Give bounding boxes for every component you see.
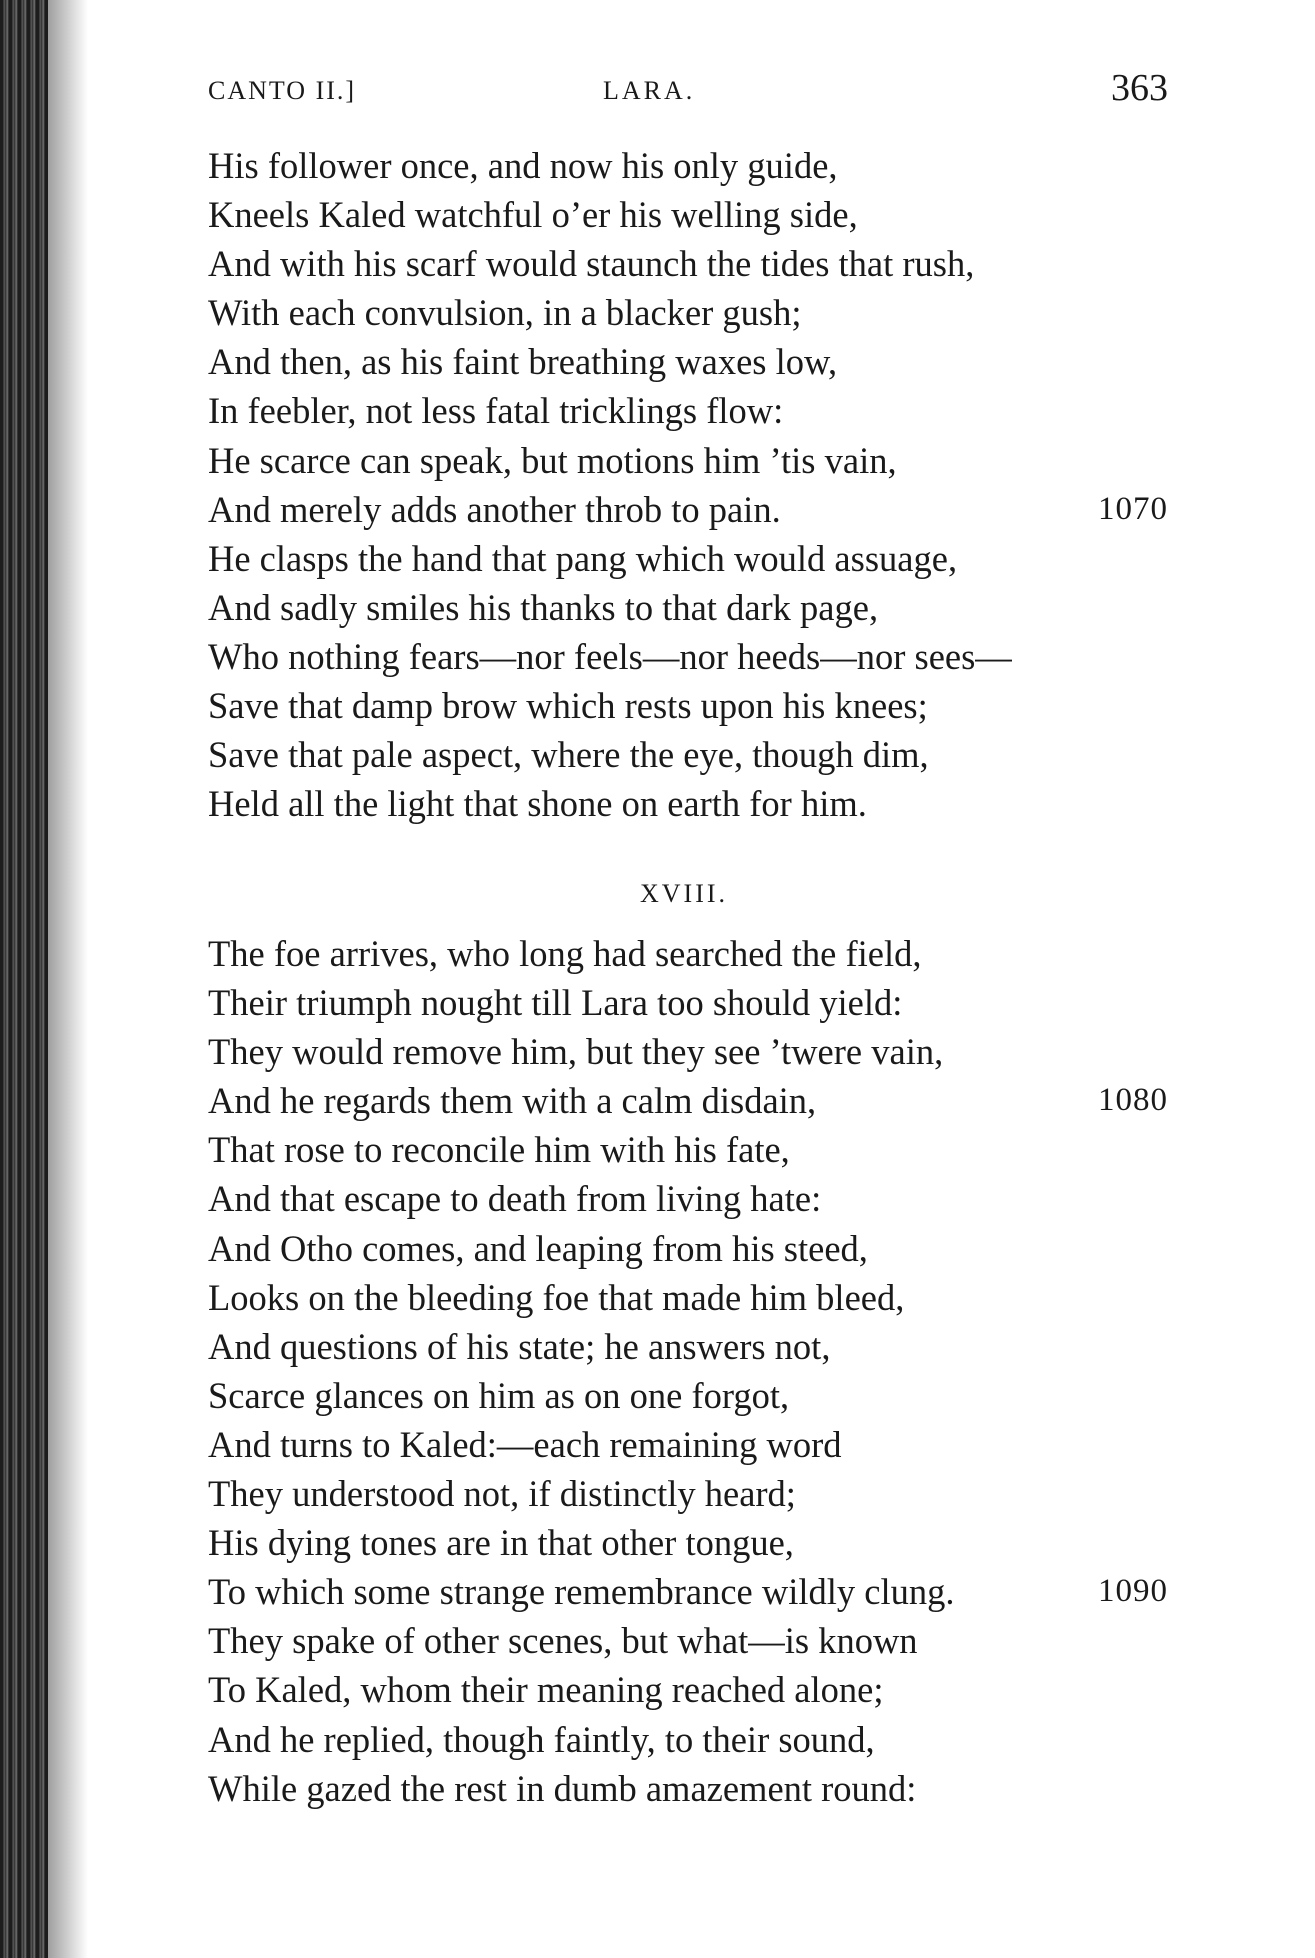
verse-line	[208, 337, 1168, 386]
running-head-title: LARA.	[603, 76, 696, 105]
verse-line	[208, 1174, 1168, 1223]
verse-line	[208, 1027, 1168, 1076]
verse-text: He scarce can speak, but motions him ’tis vain,	[208, 439, 897, 481]
verse-line	[208, 1322, 1168, 1371]
verse-text: Their triumph nought till Lara too should yield:	[208, 982, 903, 1024]
verse-text: While gazed the rest in dumb amazement round:	[208, 1767, 917, 1809]
verse-text: With each convulsion, in a blacker gush;	[208, 292, 802, 334]
verse-text: Save that damp brow which rests upon his knees;	[208, 685, 928, 727]
stanza-2	[208, 929, 1168, 1813]
verse-line	[208, 141, 1168, 190]
verse-text: In feebler, not less fatal tricklings flow:	[208, 390, 784, 432]
verse-text: The foe arrives, who long had searched the field,	[208, 933, 922, 974]
verse-line	[208, 1125, 1168, 1174]
verse-text: And merely adds another throb to pain.	[208, 488, 781, 530]
verse-text: That rose to reconcile him with his fate,	[208, 1129, 790, 1171]
verse-text: And with his scarf would staunch the tides that rush,	[208, 243, 975, 285]
verse-line	[208, 1371, 1168, 1420]
verse-line	[208, 1518, 1168, 1567]
verse-text: And questions of his state; he answers not,	[208, 1325, 831, 1367]
section-heading: XVIII.	[640, 879, 729, 908]
verse-text: Held all the light that shone on earth for him.	[208, 783, 867, 825]
verse-line	[208, 190, 1168, 239]
verse-line	[208, 288, 1168, 337]
verse-text: His follower once, and now his only guide,	[208, 145, 838, 186]
verse-text: Looks on the bleeding foe that made him bleed,	[208, 1276, 905, 1318]
verse-line	[208, 534, 1168, 583]
gutter-shade	[48, 0, 88, 1958]
verse-text: To which some strange remembrance wildly clung.	[208, 1571, 955, 1613]
verse-line	[208, 632, 1168, 681]
stanza-1	[208, 141, 1168, 828]
page-number: 363	[1111, 67, 1168, 109]
verse-line	[208, 1665, 1168, 1714]
verse-text: Kneels Kaled watchful o’er his welling side,	[208, 194, 858, 236]
verse-text: Scarce glances on him as on one forgot,	[208, 1374, 790, 1416]
verse-text: And he replied, though faintly, to their sound,	[208, 1718, 875, 1760]
line-number: 1090	[1098, 1573, 1168, 1610]
verse-text: Who nothing fears—nor feels—nor heeds—nor sees—	[208, 635, 1012, 677]
verse-text: Save that pale aspect, where the eye, though dim,	[208, 734, 929, 776]
verse-line	[208, 978, 1168, 1027]
verse-text: His dying tones are in that other tongue,	[208, 1522, 794, 1564]
verse-line	[208, 386, 1168, 435]
verse-text: And sadly smiles his thanks to that dark page,	[208, 586, 879, 628]
verse-line	[208, 730, 1168, 779]
running-head-canto: CANTO II.]	[208, 76, 357, 105]
verse-text: And turns to Kaled:—each remaining word	[208, 1423, 842, 1465]
verse-text: They spake of other scenes, but what—is known	[208, 1620, 918, 1662]
verse-line	[208, 1273, 1168, 1322]
verse-text: He clasps the hand that pang which would assuage,	[208, 537, 958, 579]
verse-line	[208, 239, 1168, 288]
verse-text: And then, as his faint breathing waxes low,	[208, 341, 838, 383]
verse-text: And that escape to death from living hate:	[208, 1178, 822, 1220]
verse-text: They understood not, if distinctly heard;	[208, 1473, 796, 1515]
verse-line	[208, 929, 1168, 978]
verse-line	[208, 1567, 1168, 1616]
verse-line	[208, 1715, 1168, 1764]
verse-line	[208, 1469, 1168, 1518]
verse-line	[208, 1420, 1168, 1469]
verse-line	[208, 485, 1168, 534]
verse-line	[208, 681, 1168, 730]
verse-text: And he regards them with a calm disdain,	[208, 1080, 817, 1122]
verse-line	[208, 779, 1168, 828]
line-number: 1080	[1098, 1082, 1168, 1119]
line-number: 1070	[1098, 490, 1168, 527]
verse-line	[208, 1076, 1168, 1125]
verse-text: They would remove him, but they see ’twere vain,	[208, 1031, 944, 1073]
page-header	[208, 62, 1168, 122]
verse-line	[208, 1616, 1168, 1665]
verse-line	[208, 1224, 1168, 1273]
verse-text: And Otho comes, and leaping from his steed,	[208, 1227, 868, 1269]
verse-line	[208, 583, 1168, 632]
verse-line	[208, 1764, 1168, 1813]
book-binding-shadow	[0, 0, 48, 1958]
verse-line	[208, 436, 1168, 485]
verse-text: To Kaled, whom their meaning reached alone;	[208, 1669, 884, 1711]
